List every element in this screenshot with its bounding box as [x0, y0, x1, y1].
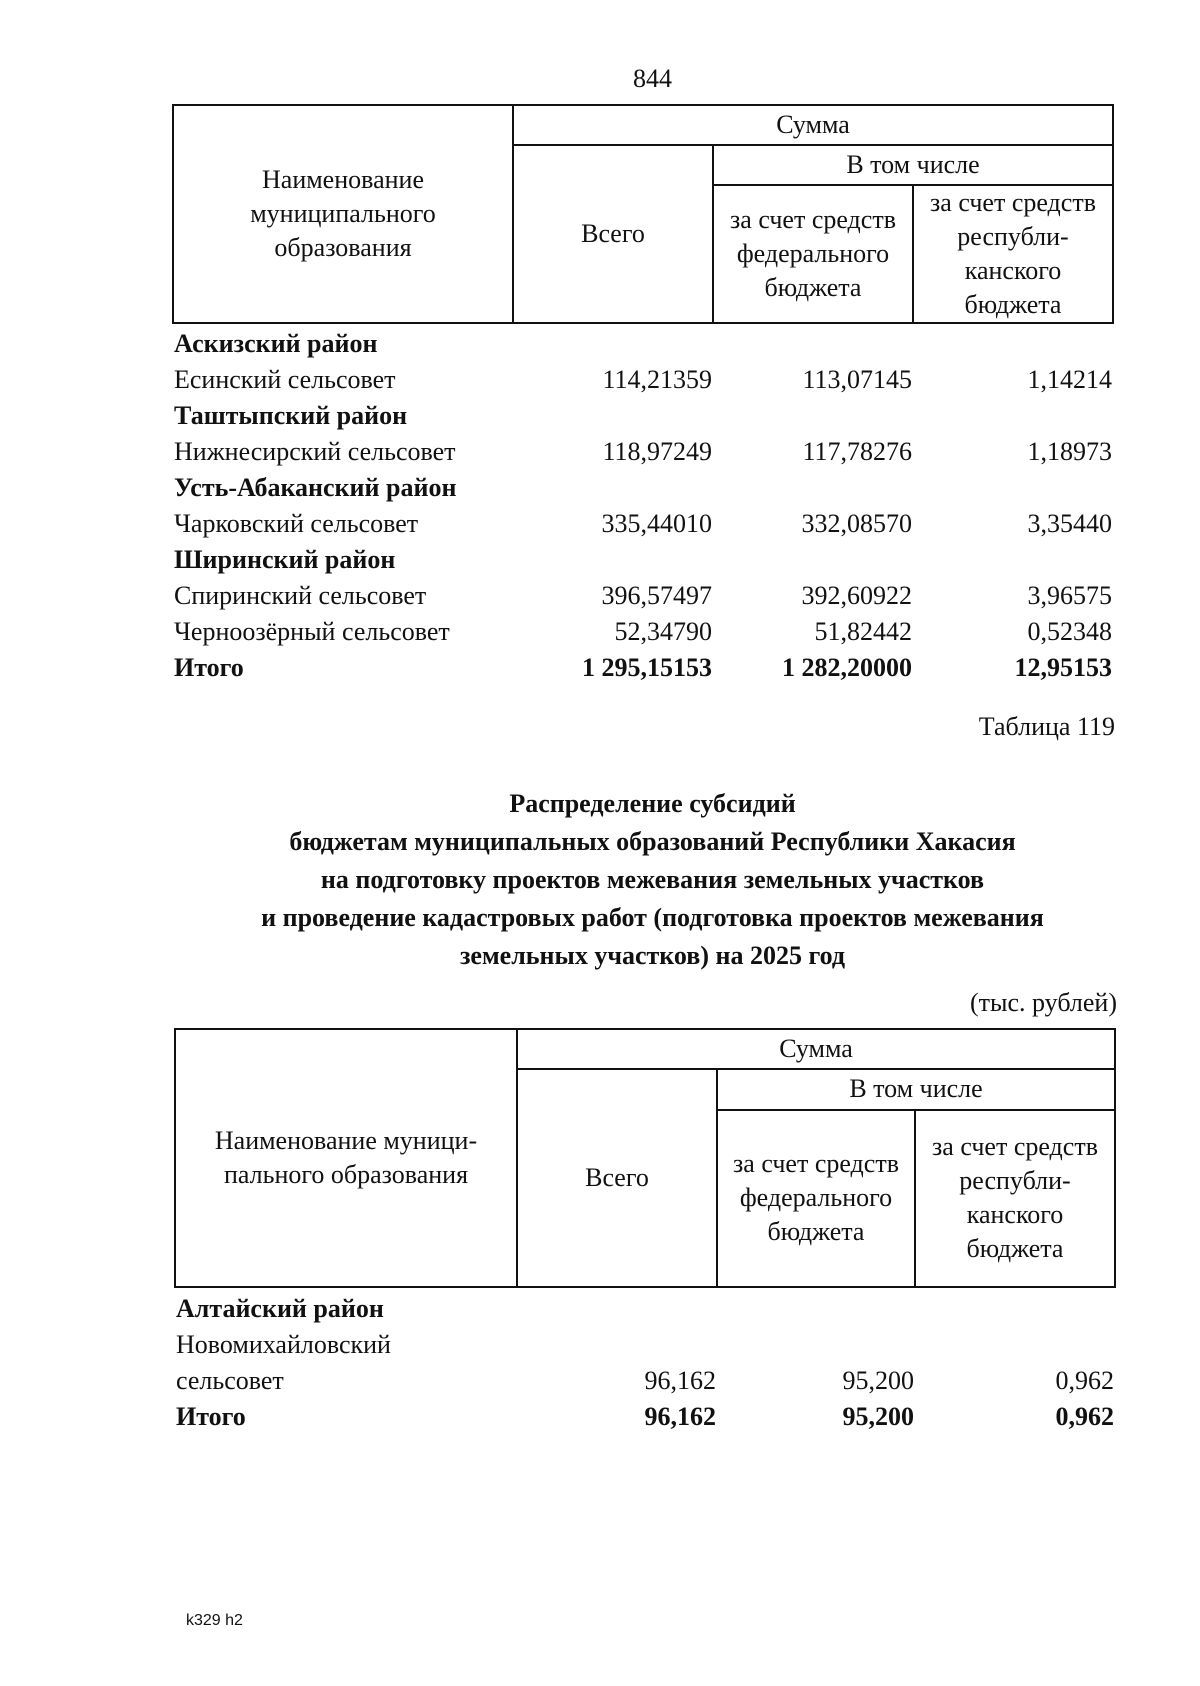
table2-header-total: Всего — [517, 1069, 717, 1287]
table2-header-republic: за счет средств республи-канского бюджета — [915, 1110, 1115, 1287]
table-row — [174, 1327, 1114, 1399]
table-row — [172, 578, 1112, 614]
title-line: Распределение субсидий — [509, 789, 796, 818]
row-total: 1 295,15153 — [582, 653, 712, 682]
title-line: земельных участков) на 2025 год — [459, 941, 846, 970]
table-row — [174, 1291, 1114, 1327]
row-total: 114,21359 — [602, 365, 712, 394]
row-republic: 1,14214 — [1027, 365, 1113, 394]
row-federal: 117,78276 — [802, 437, 912, 466]
row-total: 52,34790 — [614, 617, 712, 646]
total-row — [174, 1399, 1114, 1435]
district-name: Аскизский район — [174, 329, 378, 358]
row-republic: 0,962 — [1055, 1402, 1115, 1431]
row-republic: 0,52348 — [1027, 617, 1113, 646]
row-republic: 3,35440 — [1027, 509, 1113, 538]
table1-header-sum: Сумма — [513, 105, 1113, 145]
table-row — [172, 542, 1112, 578]
table-caption: Таблица 119 — [978, 712, 1115, 741]
row-total: 335,44010 — [601, 509, 712, 538]
row-name: Нижнесирский сельсовет — [174, 437, 456, 466]
row-total: 396,57497 — [601, 581, 712, 610]
row-republic: 3,96575 — [1027, 581, 1113, 610]
table2-body — [174, 1291, 1114, 1435]
row-name: Чарковский сельсовет — [174, 509, 419, 538]
row-republic: 1,18973 — [1027, 437, 1113, 466]
row-federal: 332,08570 — [801, 509, 912, 538]
table1-header-federal: за счет средств федерального бюджета — [713, 185, 913, 323]
table-row — [172, 362, 1112, 398]
row-federal: 51,82442 — [814, 617, 912, 646]
district-name: Усть-Абаканский район — [174, 473, 457, 502]
document-title — [0, 785, 1200, 975]
table-row — [172, 326, 1112, 362]
table2-header-sum: Сумма — [517, 1029, 1115, 1069]
row-republic: 0,962 — [1055, 1366, 1115, 1395]
row-name: Новомихайловский сельсовет — [176, 1330, 391, 1395]
district-name: Алтайский район — [176, 1294, 384, 1323]
row-republic: 12,95153 — [1014, 653, 1113, 682]
row-total: 96,162 — [644, 1402, 716, 1431]
table-row — [172, 470, 1112, 506]
table1-header-including: В том числе — [713, 145, 1113, 185]
row-total: 118,97249 — [602, 437, 712, 466]
table2-header-including: В том числе — [717, 1069, 1115, 1109]
title-line: на подготовку проектов межевания земельных участков — [320, 865, 985, 894]
table1-header-name: Наименование муниципального образования — [173, 105, 513, 323]
row-name: Черноозёрный сельсовет — [174, 617, 450, 646]
footer-code: k329 h2 — [186, 1612, 243, 1629]
table-row — [172, 434, 1112, 470]
table2-header-name: Наименование муници-пального образования — [175, 1029, 517, 1287]
row-federal: 95,200 — [842, 1402, 914, 1431]
total-row — [172, 650, 1112, 686]
table-row — [172, 398, 1112, 434]
table1-header-total: Всего — [513, 145, 713, 323]
row-federal: 1 282,20000 — [782, 653, 912, 682]
units-label: (тыс. рублей) — [969, 988, 1117, 1017]
title-line: и проведение кадастровых работ (подготовка проектов межевания — [261, 903, 1044, 932]
district-name: Таштыпский район — [174, 401, 408, 430]
row-name: Спиринский сельсовет — [174, 581, 427, 610]
table1-header — [172, 104, 1114, 324]
page-number: 844 — [633, 64, 672, 93]
district-name: Ширинский район — [174, 545, 396, 574]
table1-body — [172, 326, 1112, 686]
table2-header-federal: за счет средств федерального бюджета — [717, 1110, 915, 1287]
row-federal: 113,07145 — [802, 365, 912, 394]
table1-header-republic: за счет средств республи-канского бюджета — [913, 185, 1113, 323]
title-line: бюджетам муниципальных образований Республики Хакасия — [289, 827, 1016, 856]
table-row — [172, 506, 1112, 542]
row-name: Итого — [176, 1402, 246, 1431]
table2-header — [174, 1028, 1116, 1288]
row-total: 96,162 — [644, 1366, 716, 1395]
row-name: Есинский сельсовет — [174, 365, 396, 394]
row-federal: 392,60922 — [801, 581, 912, 610]
table-row — [172, 614, 1112, 650]
row-federal: 95,200 — [842, 1366, 914, 1395]
row-name: Итого — [174, 653, 244, 682]
